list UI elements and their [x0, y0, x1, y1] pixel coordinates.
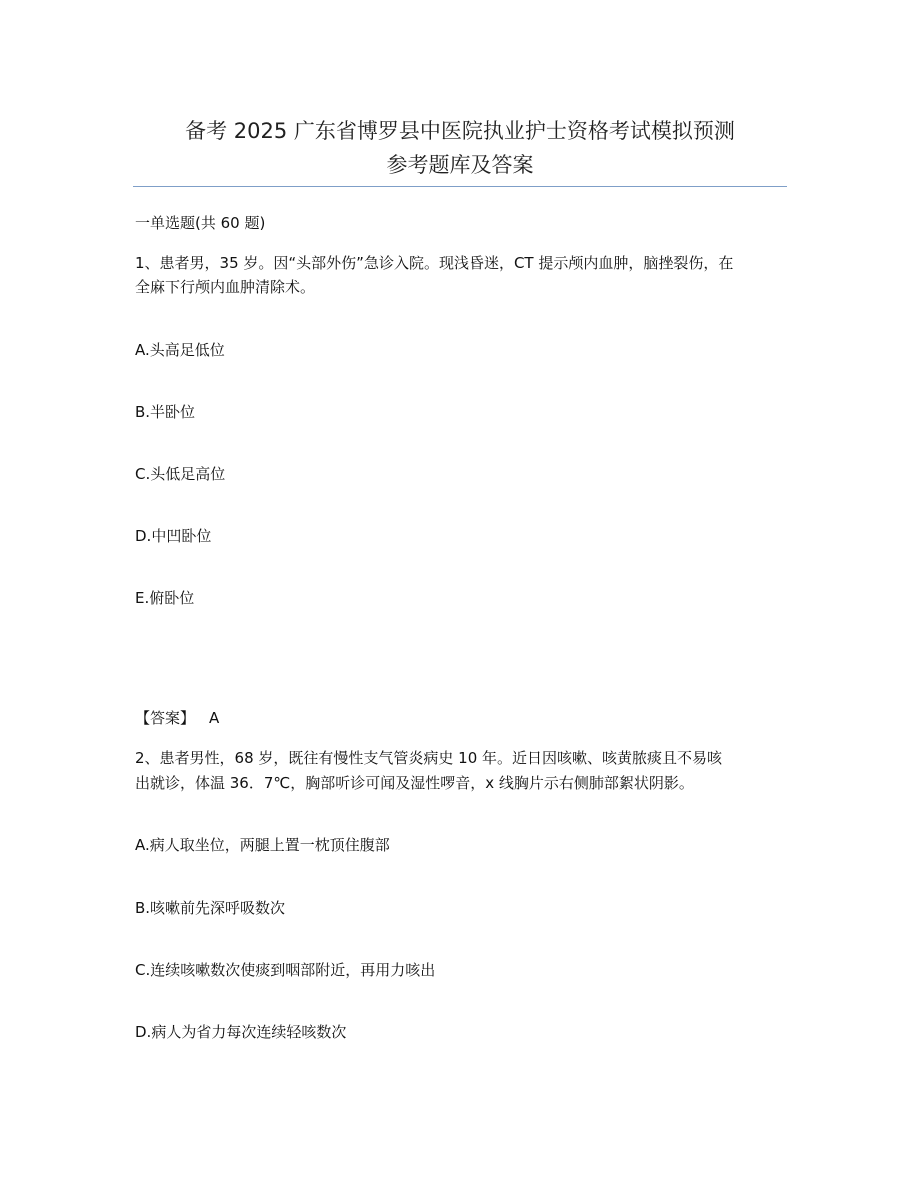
question-1-option-d: D.中凹卧位	[135, 527, 212, 545]
question-1-answer	[135, 706, 795, 730]
question-1-option-c: C.头低足高位	[135, 465, 226, 483]
title-divider	[133, 186, 787, 187]
question-2-option-d: D.病人为省力每次连续轻咳数次	[135, 1023, 347, 1041]
question-1-option-a: A.头高足低位	[135, 341, 225, 359]
answer-label: 【答案】	[135, 709, 196, 727]
answer-value: A	[209, 709, 220, 727]
question-2-option-b: B.咳嗽前先深呼吸数次	[135, 899, 286, 917]
document-title-line-2: 参考题库及答案	[386, 153, 534, 177]
question-1-text-line-2: 全麻下行颅内血肿清除术。	[135, 278, 316, 296]
section-title: 一单选题(共 60 题)	[135, 214, 266, 232]
question-1-text-line-1: 1、患者男，35 岁。因“头部外伤”急诊入院。现浅昏迷，CT 提示颅内血肿，脑挫裂伤，在	[135, 254, 734, 272]
question-2-option-a: A.病人取坐位，两腿上置一枕顶住腹部	[135, 836, 390, 854]
question-1-option-e: E.俯卧位	[135, 589, 195, 607]
question-2-option-c: C.连续咳嗽数次使痰到咽部附近，再用力咳出	[135, 961, 436, 979]
question-2-text-line-1: 2、患者男性，68 岁，既往有慢性支气管炎病史 10 年。近日因咳嗽、咳黄脓痰且不易咳	[135, 749, 723, 767]
question-1-option-b: B.半卧位	[135, 403, 196, 421]
question-2-text-line-2: 出就诊，体温 36．7℃，胸部听诊可闻及湿性啰音，x 线胸片示右侧肺部絮状阴影。	[135, 774, 694, 792]
document-title-line-1: 备考 2025 广东省博罗县中医院执业护士资格考试模拟预测	[185, 119, 735, 143]
